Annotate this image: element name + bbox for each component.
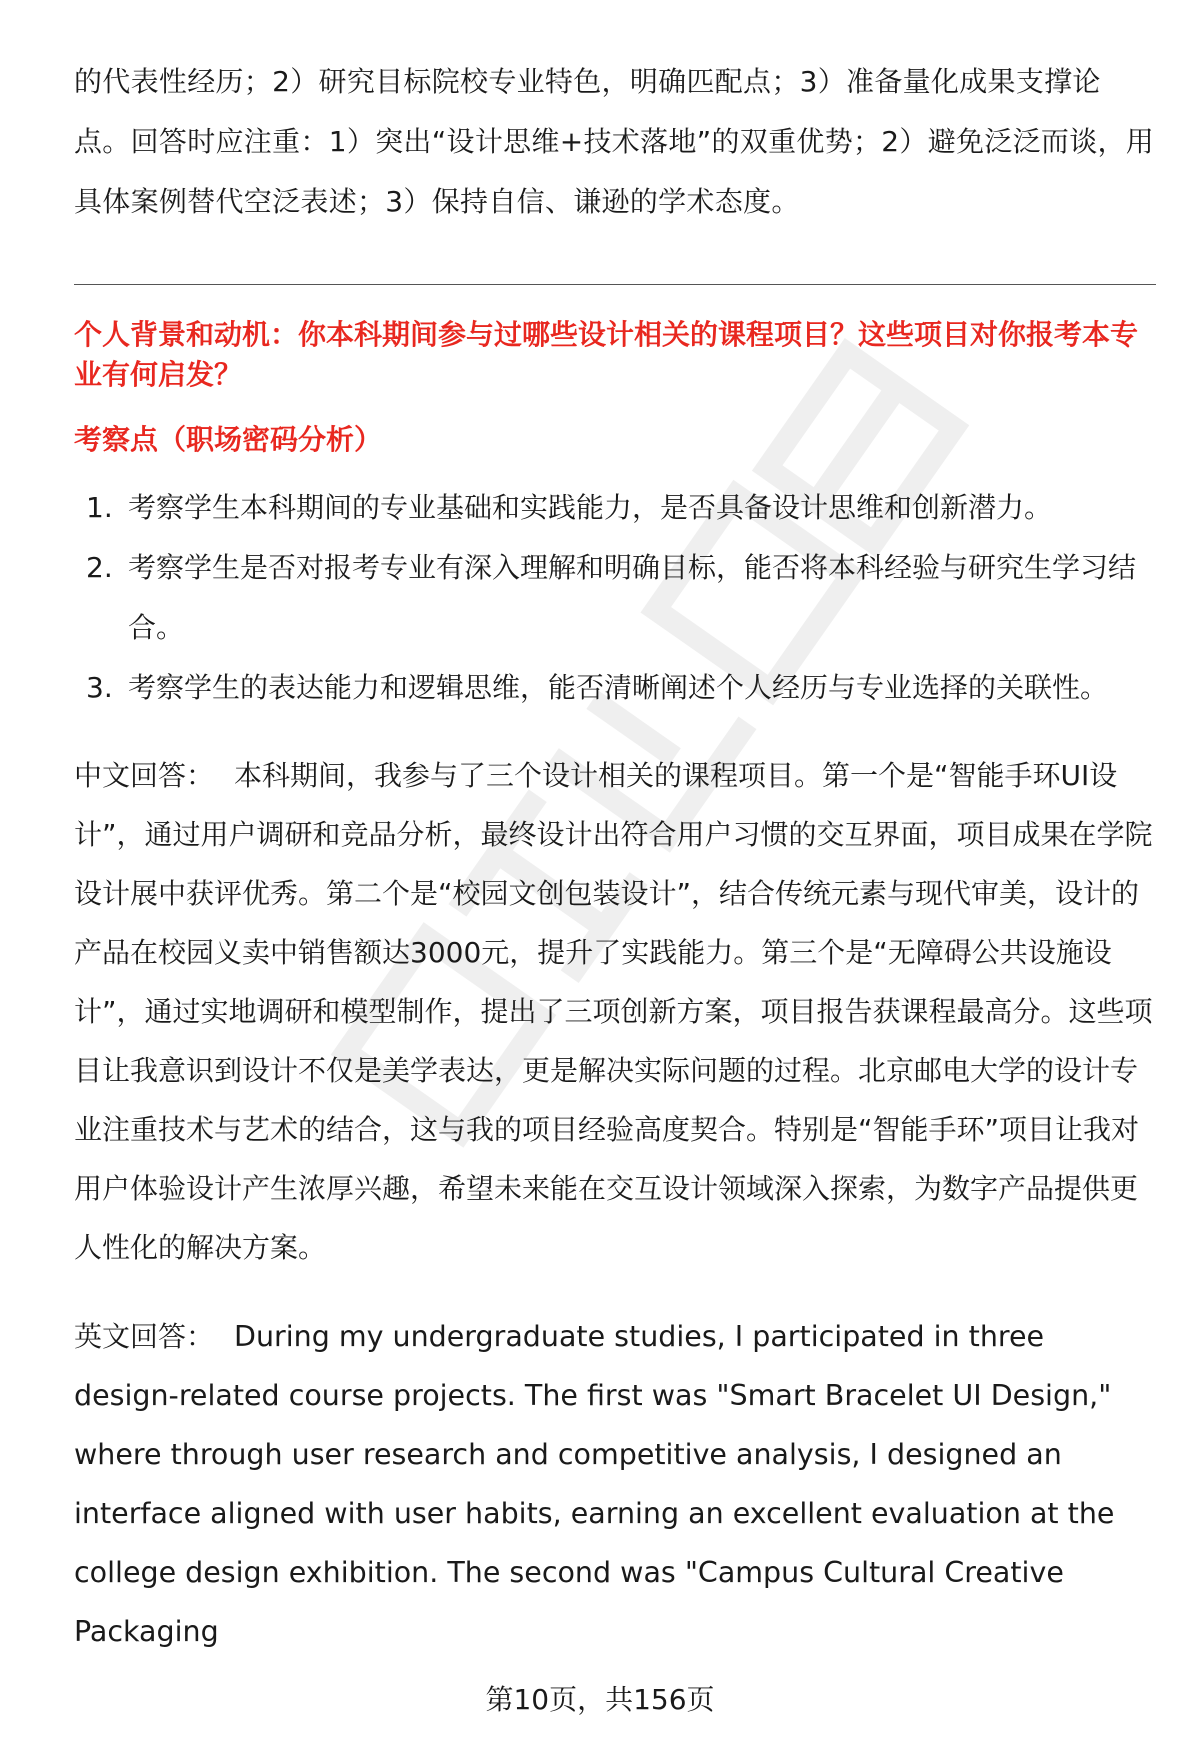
list-item-number: 3.	[86, 671, 113, 704]
list-item	[74, 478, 1156, 538]
content-area	[74, 52, 1156, 1661]
list-item-number: 2.	[86, 551, 113, 584]
english-answer	[74, 1307, 1156, 1661]
list-item-text: 考察学生的表达能力和逻辑思维，能否清晰阐述个人经历与专业选择的关联性。	[128, 671, 1109, 704]
english-answer-text: During my undergraduate studies, I participated in three design-related course projects. The first was "Smart Bracelet UI Design," where through user research and competitive analysis, I designed an interface aligned with user habits, earning an excellent evaluation at the college design exhibition. The second was "Campus Cultural Creative Packaging	[74, 1320, 1115, 1648]
list-item	[74, 538, 1156, 658]
intro-paragraph: 的代表性经历；2）研究目标院校专业特色，明确匹配点；3）准备量化成果支撑论点。回答时应注重：1）突出“设计思维+技术落地”的双重优势；2）避免泛泛而谈，用具体案例替代空泛表述；3）保持自信、谦逊的学术态度。	[74, 65, 1155, 218]
chinese-answer-text: 本科期间，我参与了三个设计相关的课程项目。第一个是“智能手环UI设计”，通过用户调研和竞品分析，最终设计出符合用户习惯的交互界面，项目成果在学院设计展中获评优秀。第二个是“校园文创包装设计”，结合传统元素与现代审美，设计的产品在校园义卖中销售额达3000元，提升了实践能力。第三个是“无障碍公共设施设计”，通过实地调研和模型制作，提出了三项创新方案，项目报告获课程最高分。这些项目让我意识到设计不仅是美学表达，更是解决实际问题的过程。北京邮电大学的设计专业注重技术与艺术的结合，这与我的项目经验高度契合。特别是“智能手环”项目让我对用户体验设计产生浓厚兴趣，希望未来能在交互设计领域深入探索，为数字产品提供更人性化的解决方案。	[74, 759, 1153, 1264]
list-item	[74, 658, 1156, 718]
assessment-points-list	[74, 478, 1156, 718]
intro-section	[74, 52, 1156, 232]
list-item-text: 考察学生是否对报考专业有深入理解和明确目标，能否将本科经验与研究生学习结合。	[128, 551, 1137, 644]
list-item-text: 考察学生本科期间的专业基础和实践能力，是否具备设计思维和创新潜力。	[128, 491, 1053, 524]
assessment-heading: 考察点（职场密码分析）	[74, 423, 383, 456]
chinese-answer-label: 中文回答：	[74, 759, 215, 792]
list-item-number: 1.	[86, 491, 113, 524]
section-divider	[74, 284, 1156, 285]
question-title: 个人背景和动机：你本科期间参与过哪些设计相关的课程项目？这些项目对你报考本专业有何启发？	[74, 318, 1139, 391]
chinese-answer	[74, 746, 1156, 1277]
english-answer-label: 英文回答：	[74, 1320, 215, 1353]
page-number-footer: 第10页，共156页	[485, 1683, 715, 1716]
